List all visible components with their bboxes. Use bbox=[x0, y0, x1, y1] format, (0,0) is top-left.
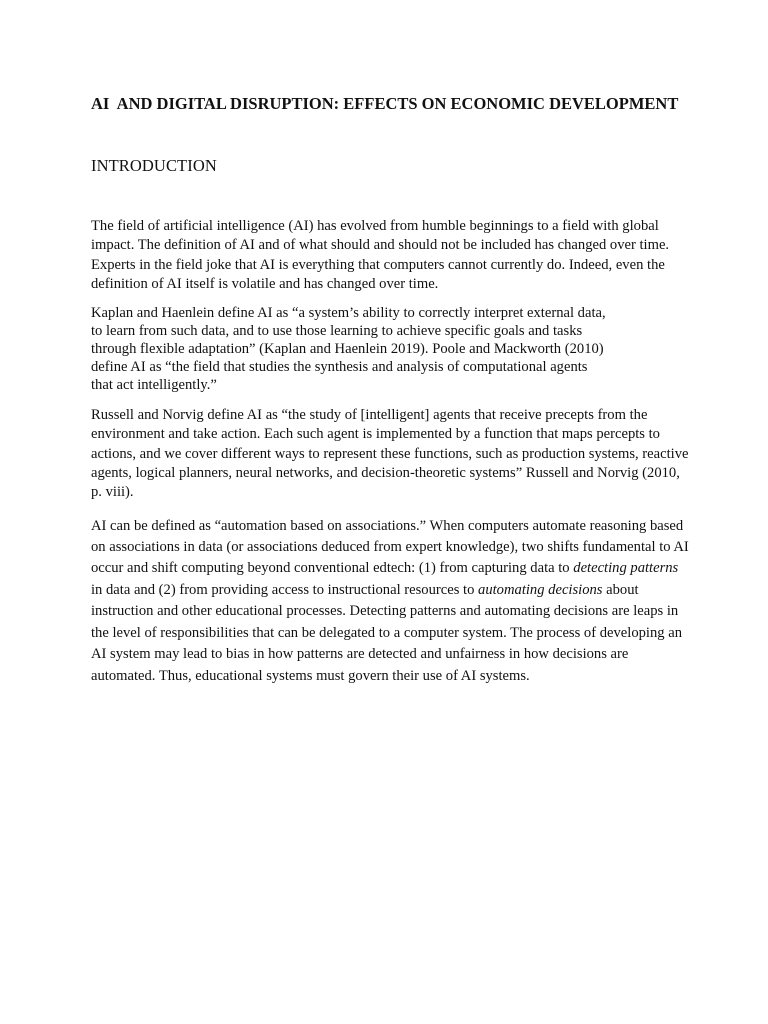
document-page bbox=[91, 92, 691, 687]
emphasis-automating-decisions: automating decisions bbox=[478, 581, 603, 598]
paragraph-automation-associations bbox=[91, 516, 691, 687]
document-title: AI AND DIGITAL DISRUPTION: EFFECTS ON ECONOMIC DEVELOPMENT bbox=[91, 94, 679, 113]
paragraph-ai-evolution: The field of artificial intelligence (AI) has evolved from humble beginnings to a field with global impact. The definition of AI and of what should and should not be included has changed over time. Experts in the field joke that AI is everything that computers cannot currently do. Indeed, even the definition of AI itself is volatile and has changed over time. bbox=[91, 218, 670, 292]
paragraph-kaplan-haenlein: Kaplan and Haenlein define AI as “a system’s ability to correctly interpret external data, to learn from such data, and to use those learning to achieve specific goals and tasks through flexible adaptation” (Kaplan and Haenlein 2019). Poole and Mackworth (2010) define AI as “the field that studies the synthesis and analysis of computational agents that act intelligently.” bbox=[91, 305, 606, 394]
paragraph-russell-norvig: Russell and Norvig define AI as “the study of [intelligent] agents that receive precepts from the environment and take action. Each such agent is implemented by a function that maps percepts to actions, and we cover different ways to represent these functions, such as production systems, reactive agents, logical planners, neural networks, and decision-theoretic systems” Russell and Norvig (2010, p. viii). bbox=[91, 407, 689, 501]
paragraph-text-segment: in data and (2) from providing access to instructional resources to bbox=[91, 581, 479, 598]
paragraph-text-segment: AI can be defined as “automation based on associations.” When computers automate reasoning based on associations in data (or associations deduced from expert knowledge), two shifts fundamental to AI occur and shift computing beyond conventional edtech: (1) from capturing data to bbox=[91, 517, 689, 577]
emphasis-detecting-patterns: detecting patterns bbox=[573, 560, 679, 577]
paragraph-text-segment: about instruction and other educational processes. Detecting patterns and automating decisions are leaps in the level of responsibilities that can be delegated to a computer system. The process of developing an AI system may lead to bias in how patterns are detected and unfairness in how decisions are automated. Thus, educational systems must govern their use of AI systems. bbox=[91, 581, 683, 684]
section-heading-introduction: INTRODUCTION bbox=[91, 156, 217, 175]
